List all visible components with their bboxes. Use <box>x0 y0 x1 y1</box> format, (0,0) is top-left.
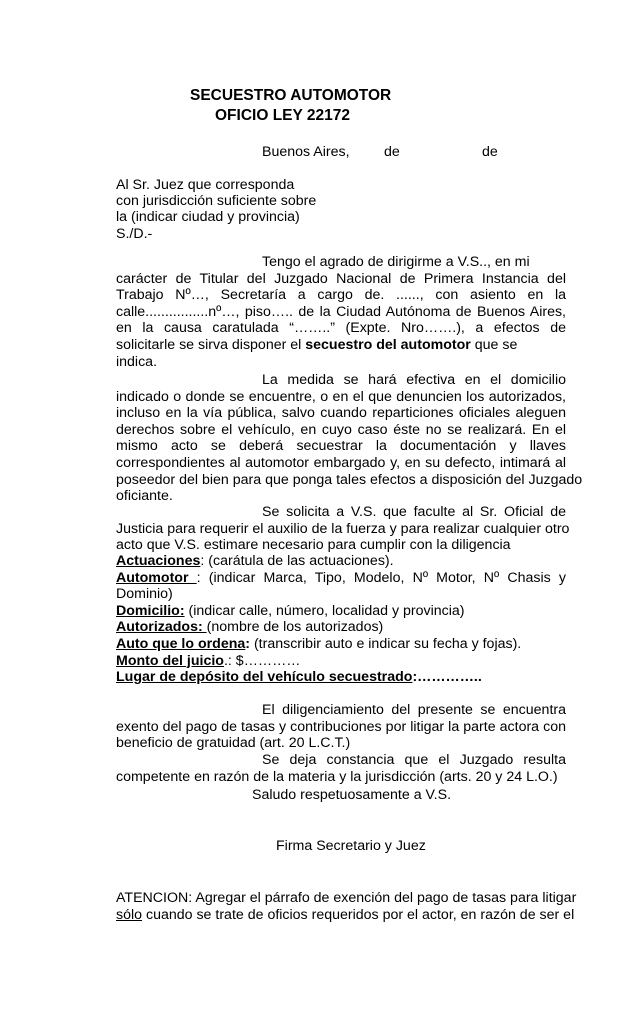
field-label: Actuaciones <box>116 553 201 569</box>
paragraph-competence <box>116 752 566 785</box>
paragraph-line: La medida se hará efectiva en el domicilio <box>262 372 566 388</box>
paragraph-line: El diligenciamiento del presente se encuentra <box>262 702 566 718</box>
addressee-line4: S./D.- <box>116 226 153 242</box>
paragraph-line: Trabajo Nº…, Secretaría a cargo de. ......, con asiento en la <box>116 287 566 304</box>
field-colon: : <box>245 635 250 652</box>
field-value: (nombre de los autorizados) <box>206 619 384 636</box>
paragraph-intro <box>116 254 566 370</box>
paragraph-exemption <box>116 702 566 752</box>
field-lugar <box>116 669 566 686</box>
field-value: : (carátula de las actuaciones). <box>200 553 394 569</box>
paragraph-line: Se solicita a V.S. que faculte al Sr. Oficial de <box>262 504 566 520</box>
paragraph-line: mismo acto se deberá secuestrar la documentación y llaves <box>116 438 566 455</box>
paragraph-line: acto que V.S. estimare necesario para cumplir con la diligencia <box>116 537 511 554</box>
paragraph-line: exento del pago de tasas y contribuciones por litigar la parte actora con <box>116 718 566 735</box>
closing-salutation: Saludo respetuosamente a V.S. <box>252 787 452 803</box>
field-value: (indicar calle, número, localidad y provincia) <box>184 602 465 619</box>
field-label: Automotor <box>116 569 197 586</box>
note-line <box>116 906 575 924</box>
dateline-city: Buenos Aires, <box>262 144 350 160</box>
field-auto-ordena <box>116 636 566 653</box>
paragraph-line: Se deja constancia que el Juzgado resulta <box>262 752 566 768</box>
addressee-line1: Al Sr. Juez que corresponda <box>116 177 295 193</box>
paragraph-line: oficiante. <box>116 488 173 505</box>
dateline-de-2: de <box>482 144 498 160</box>
field-autorizados <box>116 619 566 636</box>
document-title-line1: SECUESTRO AUTOMOTOR <box>190 87 392 104</box>
field-label: Autorizados: <box>116 619 207 636</box>
paragraph-line: competente en razón de la materia y la jurisdicción (arts. 20 y 24 L.O.) <box>116 768 558 785</box>
paragraph-line: indica. <box>116 353 158 370</box>
signature-line: Firma Secretario y Juez <box>276 838 426 854</box>
paragraph-line: Justicia para requerir el auxilio de la fuerza y para realizar cualquier otro <box>116 520 570 537</box>
field-value: : (indicar Marca, Tipo, Modelo, Nº Motor, Nº Chasis y <box>196 569 566 586</box>
field-list <box>116 553 566 686</box>
dateline-de-1: de <box>384 144 400 160</box>
addressee-line2: con jurisdicción suficiente sobre <box>116 193 317 209</box>
paragraph-line <box>116 337 566 354</box>
field-domicilio <box>116 603 566 620</box>
attention-note <box>116 890 577 923</box>
document-title-line2: OFICIO LEY 22172 <box>215 107 350 124</box>
paragraph-line: poseedor del bien para que ponga tales efectos a disposición del Juzgado <box>116 471 583 488</box>
field-actuaciones <box>116 553 566 570</box>
text-run: que se <box>470 336 518 353</box>
paragraph-line: calle................nº…, piso….. de la Ciudad Autónoma de Buenos Aires, <box>116 303 566 320</box>
field-label: Lugar de depósito del vehículo secuestrado <box>116 669 413 686</box>
paragraph-line: en la causa caratulada “……..” (Expte. Nro…….), a efectos de <box>116 320 566 337</box>
field-label: Monto del juicio <box>116 652 224 669</box>
field-automotor-cont: Dominio) <box>116 586 173 603</box>
paragraph-line: carácter de Titular del Juzgado Nacional de Primera Instancia del <box>116 270 566 287</box>
field-label: Auto que lo ordena <box>116 635 246 652</box>
text-run-bold: secuestro del automotor <box>305 336 471 353</box>
paragraph-line: indicado o donde se encuentre, o en el que denuncien los autorizados, <box>116 388 566 405</box>
text-run: cuando se trate de oficios requeridos por el actor, en razón de ser el <box>142 906 575 923</box>
field-value: :………….. <box>412 669 482 686</box>
paragraph-line: derechos sobre el vehículo, en cuyo caso éste no se realizará. En el <box>116 421 566 438</box>
paragraph-line: incluso en la vía pública, salvo cuando reparticiones oficiales aleguen <box>116 405 566 422</box>
text-run: solicitarle se sirva disponer el <box>116 336 306 353</box>
paragraph-request <box>116 504 570 554</box>
paragraph-measure <box>116 372 583 505</box>
field-value: (transcribir auto e indicar su fecha y fojas). <box>250 635 522 652</box>
addressee-line3: la (indicar ciudad y provincia) <box>116 209 300 225</box>
field-automotor <box>116 570 566 587</box>
paragraph-line: correspondientes al automotor embargado y, en su defecto, intimará al <box>116 454 566 471</box>
field-value: .: $………… <box>223 652 301 669</box>
note-underlined-word: sólo <box>116 906 143 923</box>
paragraph-line: Tengo el agrado de dirigirme a V.S.., en mi <box>262 254 530 270</box>
field-label: Domicilio: <box>116 602 185 619</box>
paragraph-line: beneficio de gratuidad (art. 20 L.C.T.) <box>116 735 351 752</box>
note-line: ATENCION: Agregar el párrafo de exención del pago de tasas para litigar <box>116 890 577 906</box>
field-monto <box>116 653 566 670</box>
